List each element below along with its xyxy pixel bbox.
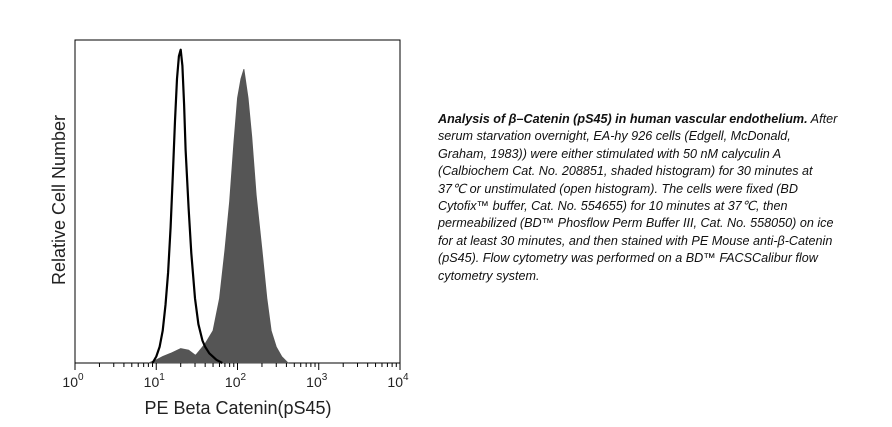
caption-body: After serum starvation overnight, EA-hy 926 cells (Edgell, McDonald, Graham, 1983)) were either stimulated with 50 nM calyculin A (Calbiochem Cat. No. 208851, shaded histogram) for 30 minutes at 37℃ or unstimulated (open histogram). The cells were fixed (BD Cytofix™ buffer, Cat. No. 554655) for 10 minutes at 37℃, then permeabilized (BD™ Phosflow Perm Buffer III, Cat. No. 558050) on ice for at least 30 minutes, and then stained with PE Mouse anti-β-Catenin (pS45). Flow cytometry was performed on a BD™ FACSCalibur flow cytometry system. (438, 112, 838, 283)
histogram-figure (0, 0, 430, 422)
histogram-shaded-series-0 (189, 69, 289, 363)
x-tick-label (306, 372, 328, 390)
x-tick-label-base: 10 (62, 374, 79, 390)
caption-lead: Analysis of β–Catenin (pS45) in human vascular endothelium. (438, 112, 808, 126)
x-tick-label (225, 372, 247, 390)
x-tick-label-base: 10 (224, 374, 241, 390)
x-tick-label-base: 10 (306, 374, 322, 390)
x-axis-label: PE Beta Catenin(pS45) (144, 398, 332, 418)
x-tick-label-exponent: 3 (321, 372, 328, 383)
x-tick-label (144, 372, 166, 390)
figure-caption (438, 111, 838, 285)
x-tick-label-exponent: 4 (403, 372, 409, 383)
histogram-open-series-2 (153, 50, 223, 363)
x-tick-label-exponent: 1 (159, 372, 165, 383)
x-tick-label (387, 372, 409, 390)
x-tick-label-base: 10 (387, 374, 404, 390)
x-tick-label (62, 372, 84, 390)
x-tick-label-exponent: 0 (78, 372, 84, 383)
histogram-chart (0, 0, 430, 422)
x-tick-label-base: 10 (143, 374, 160, 390)
x-tick-label-exponent: 2 (240, 372, 247, 383)
y-axis-label: Relative Cell Number (49, 114, 69, 286)
